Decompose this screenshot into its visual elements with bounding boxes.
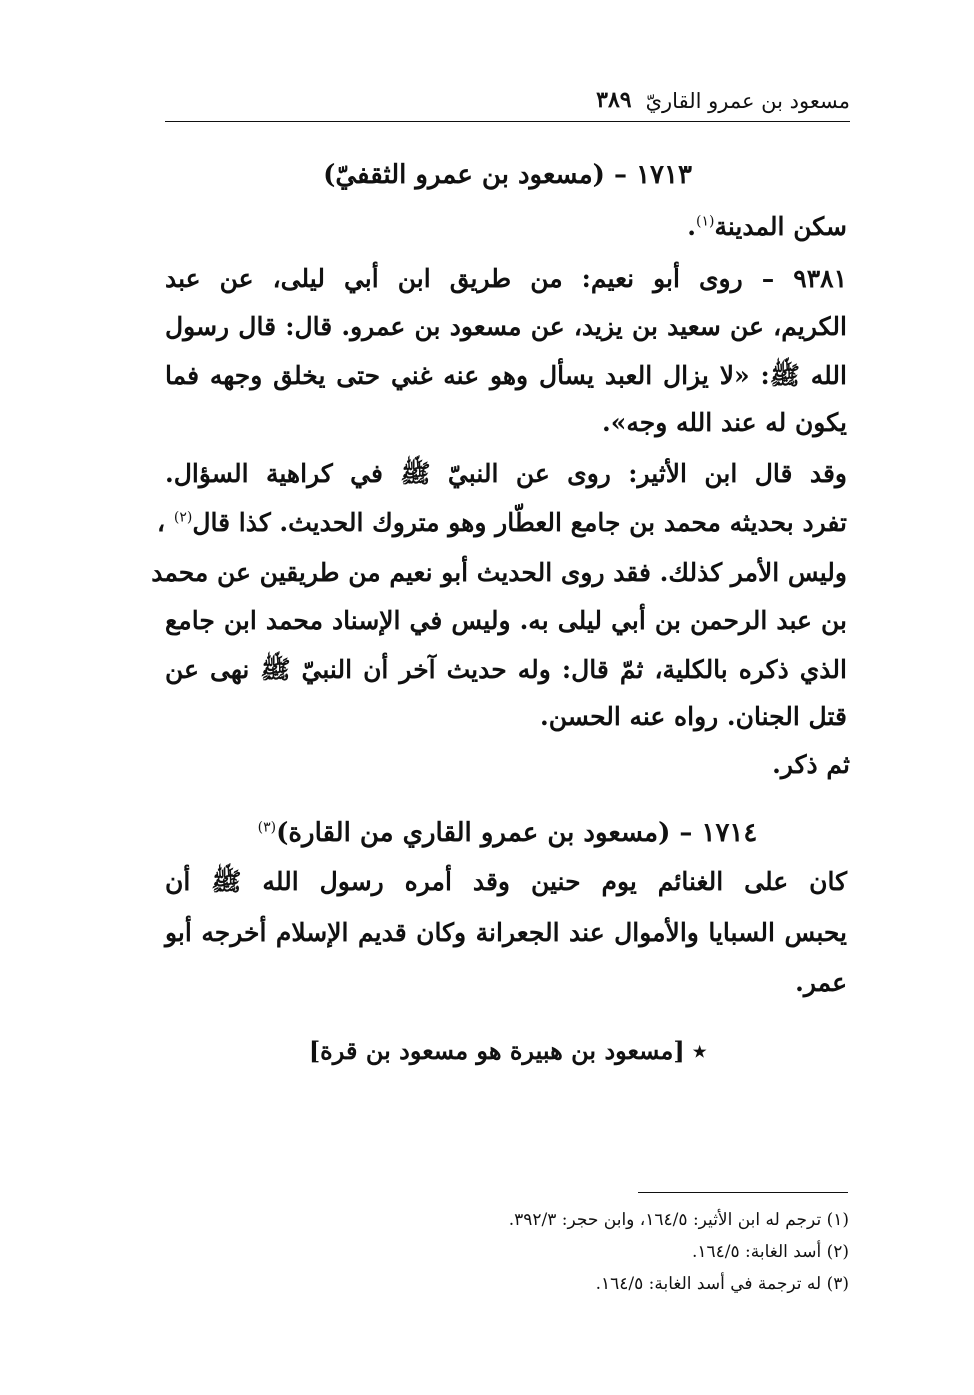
entry-1714-line-2: يحبس السبايا والأموال عند الجعرانة وكان قديم الإسلام أخرجه أبو (165, 918, 847, 947)
entry-1714-title (165, 818, 850, 848)
hadith-line-2: الكريم، عن سعيد بن يزيد، عن مسعود بن عمرو. قال: قال رسول (165, 312, 847, 341)
commentary-line-7: ثم ذكر. (772, 750, 850, 779)
hadith-line-1: ٩٣٨١ – روى أبو نعيم: من طريق ابن أبي ليلى، عن عبد (165, 264, 847, 293)
commentary-line-6: قتل الجنان. رواه عنه الحسن. (540, 702, 847, 731)
commentary-line-2 (157, 508, 847, 537)
commentary-line-4: بن عبد الرحمن بن أبي ليلى به. وليس في الإسناد محمد ابن جامع (165, 606, 847, 635)
cross-reference: ٭ [مسعود بن هبيرة هو مسعود بن قرة] (308, 1036, 707, 1065)
entry-1713-line (165, 212, 847, 241)
footnote-3: (٣) له ترجمة في أسد الغابة: ١٦٤/٥. (595, 1274, 849, 1294)
commentary-line-2-text: تفرد بحديثه محمد بن جامع العطّار وهو متروك الحديث. كذا قال (192, 508, 847, 537)
entry-1714-line-1: كان على الغنائم يوم حنين وقد أمره رسول الله ﷺ أن (165, 867, 847, 896)
entry-1714-line-3: عمر. (795, 968, 847, 997)
commentary-line-5: الذي ذكره بالكلية، ثمّ قال: وله حديث آخر أن النبيّ ﷺ نهى عن (165, 655, 847, 684)
commentary-line-1: وقد قال ابن الأثير: روى عن النبيّ ﷺ في كراهية السؤال. (165, 459, 847, 488)
footnote-divider (638, 1192, 848, 1193)
page-header (165, 78, 850, 122)
footnote-1: (١) ترجم له ابن الأثير: ١٦٤/٥، وابن حجر: ٣٩٢/٣. (508, 1210, 849, 1230)
entry-1713-text: سكن المدينة (714, 212, 847, 241)
commentary-line-3: وليس الأمر كذلك. فقد روى الحديث أبو نعيم من طريقين عن محمد (151, 558, 847, 587)
entry-1713-title: ١٧١٣ – (مسعود بن عمرو الثقفيّ) (323, 160, 692, 190)
commentary-line-2-end: ، (157, 508, 166, 537)
footnote-ref-2: (٢) (173, 509, 193, 526)
footnote-ref-3: (٣) (257, 819, 277, 836)
entry-1714-title-text: ١٧١٤ – (مسعود بن عمرو القاري من القارة) (276, 818, 758, 848)
hadith-line-3: الله ﷺ: «لا يزال العبد يسأل وهو عنه غني حتى يخلق وجهه فما (165, 361, 847, 390)
footnote-ref-1: (١) (695, 213, 715, 230)
hadith-line-4: يكون له عند الله وجه». (602, 408, 847, 437)
running-title: مسعود بن عمرو القاريّ (645, 89, 850, 113)
page-number: ٣٨٩ (596, 87, 632, 113)
footnote-2: (٢) أسد الغابة: ١٦٤/٥. (691, 1242, 849, 1262)
entry-1713-end: . (687, 212, 696, 241)
